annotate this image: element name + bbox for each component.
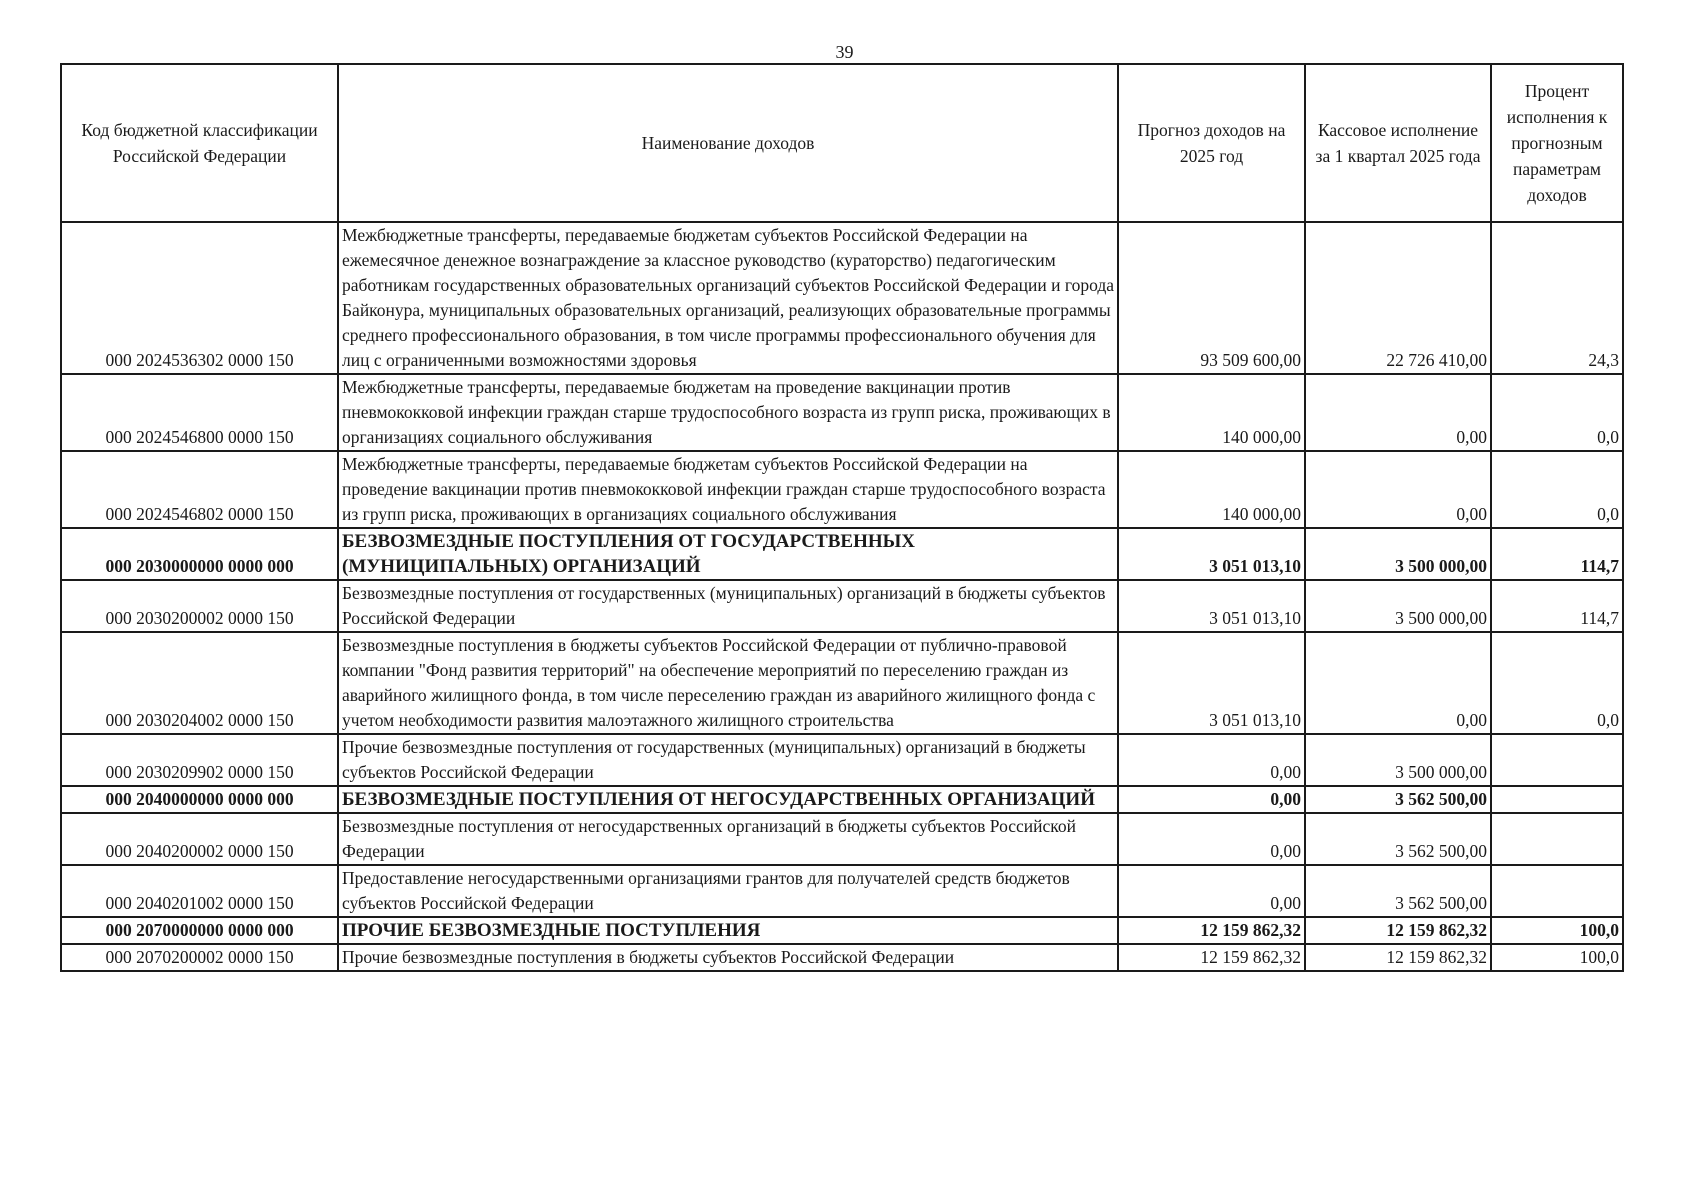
row-forecast: 0,00 xyxy=(1118,865,1305,917)
page-number: 39 xyxy=(835,42,854,62)
row-cash: 3 500 000,00 xyxy=(1305,734,1491,786)
row-forecast: 12 159 862,32 xyxy=(1118,917,1305,944)
revenue-table xyxy=(60,63,1624,972)
row-cash: 3 562 500,00 xyxy=(1305,865,1491,917)
header-code: Код бюджетной классификации Российской Федерации xyxy=(61,64,338,222)
row-percent: 0,0 xyxy=(1491,451,1623,528)
row-code: 000 2040201002 0000 150 xyxy=(61,865,338,917)
row-name: Безвозмездные поступления от государственных (муниципальных) организаций в бюджеты субъектов Российской Федерации xyxy=(338,580,1118,632)
row-code: 000 2040000000 0000 000 xyxy=(61,786,338,813)
row-code: 000 2070200002 0000 150 xyxy=(61,944,338,971)
row-code: 000 2030209902 0000 150 xyxy=(61,734,338,786)
table-row-section xyxy=(61,786,1623,813)
table-row xyxy=(61,813,1623,865)
row-code: 000 2040200002 0000 150 xyxy=(61,813,338,865)
row-name: Прочие безвозмездные поступления от государственных (муниципальных) организаций в бюджеты субъектов Российской Федерации xyxy=(338,734,1118,786)
header-name: Наименование доходов xyxy=(338,64,1118,222)
table-row xyxy=(61,865,1623,917)
row-cash: 0,00 xyxy=(1305,632,1491,734)
table-row xyxy=(61,580,1623,632)
row-forecast: 0,00 xyxy=(1118,734,1305,786)
row-percent: 100,0 xyxy=(1491,917,1623,944)
table-header-row xyxy=(61,64,1623,222)
table-row xyxy=(61,632,1623,734)
row-forecast: 3 051 013,10 xyxy=(1118,632,1305,734)
row-code: 000 2024546802 0000 150 xyxy=(61,451,338,528)
row-name: Безвозмездные поступления от негосударственных организаций в бюджеты субъектов Российской Федерации xyxy=(338,813,1118,865)
table-body xyxy=(61,222,1623,971)
row-name: БЕЗВОЗМЕЗДНЫЕ ПОСТУПЛЕНИЯ ОТ ГОСУДАРСТВЕННЫХ (МУНИЦИПАЛЬНЫХ) ОРГАНИЗАЦИЙ xyxy=(338,528,1118,580)
row-cash: 3 562 500,00 xyxy=(1305,813,1491,865)
row-cash: 0,00 xyxy=(1305,374,1491,451)
row-percent: 24,3 xyxy=(1491,222,1623,374)
row-name: ПРОЧИЕ БЕЗВОЗМЕЗДНЫЕ ПОСТУПЛЕНИЯ xyxy=(338,917,1118,944)
row-percent xyxy=(1491,734,1623,786)
table-row xyxy=(61,374,1623,451)
row-code: 000 2030000000 0000 000 xyxy=(61,528,338,580)
row-name: Предоставление негосударственными организациями грантов для получателей средств бюджетов субъектов Российской Федерации xyxy=(338,865,1118,917)
row-code: 000 2030200002 0000 150 xyxy=(61,580,338,632)
header-percent: Процент исполнения к прогнозным параметрам доходов xyxy=(1491,64,1623,222)
row-cash: 3 500 000,00 xyxy=(1305,580,1491,632)
table-row xyxy=(61,222,1623,374)
row-forecast: 0,00 xyxy=(1118,786,1305,813)
table-row-section xyxy=(61,528,1623,580)
row-cash: 12 159 862,32 xyxy=(1305,944,1491,971)
row-forecast: 93 509 600,00 xyxy=(1118,222,1305,374)
table-row-section xyxy=(61,917,1623,944)
row-cash: 22 726 410,00 xyxy=(1305,222,1491,374)
row-forecast: 140 000,00 xyxy=(1118,451,1305,528)
row-forecast: 140 000,00 xyxy=(1118,374,1305,451)
row-percent: 114,7 xyxy=(1491,580,1623,632)
row-forecast: 0,00 xyxy=(1118,813,1305,865)
row-cash: 3 500 000,00 xyxy=(1305,528,1491,580)
row-name: Межбюджетные трансферты, передаваемые бюджетам субъектов Российской Федерации на проведение вакцинации против пневмококковой инфекции граждан старше трудоспособного возраста из групп риска, проживающих в организациях социального обслуживания xyxy=(338,451,1118,528)
row-name: Прочие безвозмездные поступления в бюджеты субъектов Российской Федерации xyxy=(338,944,1118,971)
row-percent: 100,0 xyxy=(1491,944,1623,971)
row-name: Безвозмездные поступления в бюджеты субъектов Российской Федерации от публично-правовой компании "Фонд развития территорий" на обеспечение мероприятий по переселению граждан из аварийного жилищного фонда, в том числе переселению граждан из аварийного жилищного фонда с учетом необходимости развития малоэтажного жилищного строительства xyxy=(338,632,1118,734)
row-name: БЕЗВОЗМЕЗДНЫЕ ПОСТУПЛЕНИЯ ОТ НЕГОСУДАРСТВЕННЫХ ОРГАНИЗАЦИЙ xyxy=(338,786,1118,813)
row-code: 000 2030204002 0000 150 xyxy=(61,632,338,734)
row-percent xyxy=(1491,786,1623,813)
header-forecast: Прогноз доходов на 2025 год xyxy=(1118,64,1305,222)
row-cash: 12 159 862,32 xyxy=(1305,917,1491,944)
row-forecast: 3 051 013,10 xyxy=(1118,528,1305,580)
row-percent: 0,0 xyxy=(1491,632,1623,734)
table-row xyxy=(61,734,1623,786)
row-name: Межбюджетные трансферты, передаваемые бюджетам на проведение вакцинации против пневмококковой инфекции граждан старше трудоспособного возраста из групп риска, проживающих в организациях социального обслуживания xyxy=(338,374,1118,451)
row-code: 000 2024536302 0000 150 xyxy=(61,222,338,374)
row-code: 000 2024546800 0000 150 xyxy=(61,374,338,451)
row-percent xyxy=(1491,865,1623,917)
row-percent xyxy=(1491,813,1623,865)
row-cash: 0,00 xyxy=(1305,451,1491,528)
row-percent: 114,7 xyxy=(1491,528,1623,580)
table-row xyxy=(61,451,1623,528)
row-name: Межбюджетные трансферты, передаваемые бюджетам субъектов Российской Федерации на ежемесячное денежное вознаграждение за классное руководство (кураторство) педагогическим работникам государственных образовательных организаций субъектов Российской Федерации и города Байконура, муниципальных образовательных организаций, реализующих образовательные программы среднего профессионального образования, в том числе программы профессионального обучения для лиц с ограниченными возможностями здоровья xyxy=(338,222,1118,374)
table-row xyxy=(61,944,1623,971)
row-percent: 0,0 xyxy=(1491,374,1623,451)
header-cash: Кассовое исполнение за 1 квартал 2025 года xyxy=(1305,64,1491,222)
row-code: 000 2070000000 0000 000 xyxy=(61,917,338,944)
row-forecast: 3 051 013,10 xyxy=(1118,580,1305,632)
row-cash: 3 562 500,00 xyxy=(1305,786,1491,813)
row-forecast: 12 159 862,32 xyxy=(1118,944,1305,971)
